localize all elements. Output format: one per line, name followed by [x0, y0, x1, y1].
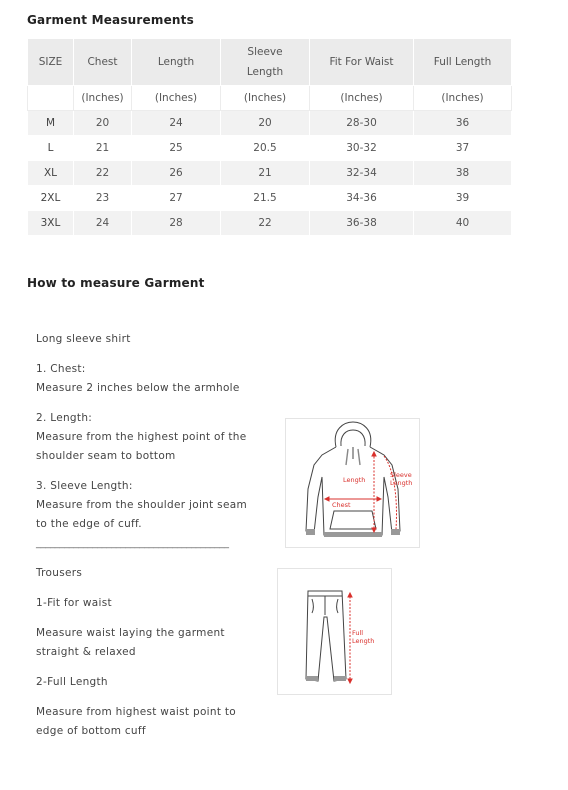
cell-size: L — [28, 136, 74, 161]
size-chart-table — [27, 38, 512, 236]
header-sleeve-length-text: Sleeve Length — [246, 46, 284, 78]
hoodie-sleeve-label-1: Sleeve — [390, 471, 412, 479]
cell-chest: 21 — [74, 136, 132, 161]
cell-sleeve: 22 — [221, 211, 310, 236]
pants-full-label-1: Full — [352, 629, 364, 637]
hoodie-illustration — [286, 419, 419, 547]
hoodie-diagram — [285, 418, 420, 548]
unit-waist: (Inches) — [310, 86, 414, 111]
guide-title: How to measure Garment — [27, 276, 205, 290]
cell-chest: 24 — [74, 211, 132, 236]
cell-full: 38 — [414, 161, 512, 186]
cell-size: 3XL — [28, 211, 74, 236]
trousers-illustration — [278, 569, 391, 694]
cell-size: M — [28, 111, 74, 136]
cell-chest: 22 — [74, 161, 132, 186]
cell-sleeve: 21.5 — [221, 186, 310, 211]
header-length: Length — [132, 39, 221, 86]
cell-waist: 34-36 — [310, 186, 414, 211]
full-length-desc: Measure from highest waist point to edge of bottom cuff — [36, 706, 237, 737]
length-title: 2. Length: — [36, 412, 93, 424]
cell-chest: 23 — [74, 186, 132, 211]
hoodie-chest-label: Chest — [332, 501, 351, 509]
hoodie-sleeve-label-2: Length — [390, 479, 413, 487]
cell-size: 2XL — [28, 186, 74, 211]
header-fit-for-waist: Fit For Waist — [310, 39, 414, 86]
length-desc: Measure from the highest point of the shoulder seam to bottom — [36, 431, 247, 462]
cell-waist: 28-30 — [310, 111, 414, 136]
header-chest: Chest — [74, 39, 132, 86]
cell-full: 37 — [414, 136, 512, 161]
cell-length: 28 — [132, 211, 221, 236]
full-length-title: 2-Full Length — [36, 676, 108, 688]
table-header-row — [28, 39, 512, 86]
trousers-diagram — [277, 568, 392, 695]
cell-length: 24 — [132, 111, 221, 136]
pants-full-label-2: Length — [352, 637, 375, 645]
chest-title: 1. Chest: — [36, 363, 86, 375]
cell-full: 36 — [414, 111, 512, 136]
cell-waist: 32-34 — [310, 161, 414, 186]
measure-instructions — [36, 330, 276, 741]
table-units-row — [28, 86, 512, 111]
cell-chest: 20 — [74, 111, 132, 136]
cell-sleeve: 20 — [221, 111, 310, 136]
cell-sleeve: 20.5 — [221, 136, 310, 161]
cell-length: 25 — [132, 136, 221, 161]
measurements-title: Garment Measurements — [27, 13, 194, 27]
header-sleeve-length — [221, 39, 310, 86]
shirt-label: Long sleeve shirt — [36, 333, 131, 345]
waist-title: 1-Fit for waist — [36, 597, 112, 609]
cell-full: 40 — [414, 211, 512, 236]
section-divider: _________________________________________ — [36, 538, 229, 549]
table-row — [28, 136, 512, 161]
unit-full: (Inches) — [414, 86, 512, 111]
sleeve-title: 3. Sleeve Length: — [36, 480, 133, 492]
trousers-label: Trousers — [36, 567, 83, 579]
waist-desc: Measure waist laying the garment straight & relaxed — [36, 627, 225, 658]
cell-length: 26 — [132, 161, 221, 186]
cell-size: XL — [28, 161, 74, 186]
unit-sleeve: (Inches) — [221, 86, 310, 111]
unit-chest: (Inches) — [74, 86, 132, 111]
chest-desc: Measure 2 inches below the armhole — [36, 382, 240, 394]
table-row — [28, 211, 512, 236]
unit-length: (Inches) — [132, 86, 221, 111]
cell-length: 27 — [132, 186, 221, 211]
sleeve-desc: Measure from the shoulder joint seam to the edge of cuff. — [36, 499, 247, 530]
table-row — [28, 186, 512, 211]
table-row — [28, 161, 512, 186]
cell-waist: 30-32 — [310, 136, 414, 161]
unit-size — [28, 86, 74, 111]
cell-sleeve: 21 — [221, 161, 310, 186]
header-size: SIZE — [28, 39, 74, 86]
hoodie-length-label: Length — [343, 476, 366, 484]
table-row — [28, 111, 512, 136]
header-full-length: Full Length — [414, 39, 512, 86]
cell-waist: 36-38 — [310, 211, 414, 236]
cell-full: 39 — [414, 186, 512, 211]
